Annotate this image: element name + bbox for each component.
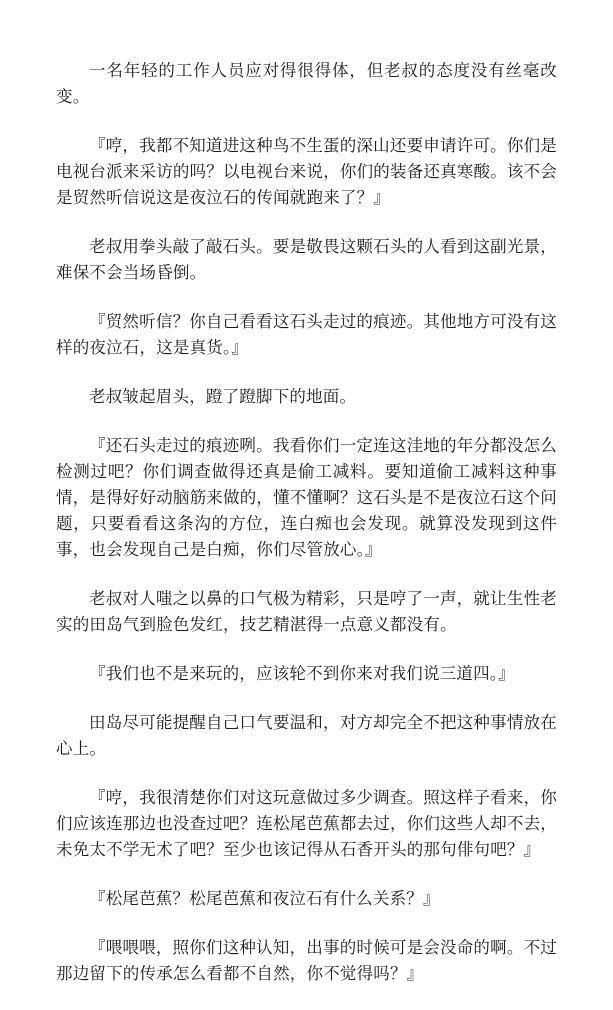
- paragraph: 田岛尽可能提醒自己口气要温和，对方却完全不把这种事情放在心上。: [56, 713, 557, 758]
- paragraph: 『松尾芭蕉？松尾芭蕉和夜泣石有什么关系？』: [89, 889, 440, 908]
- paragraph: 一名年轻的工作人员应对得很得体，但老叔的态度没有丝毫改变。: [56, 61, 557, 106]
- paragraph: 老叔对人嗤之以鼻的口气极为精彩，只是哼了一声，就让生性老实的田岛气到脸色发红，技艺精湛得一点意义都没有。: [56, 589, 557, 634]
- paragraph: 『还石头走过的痕迹咧。我看你们一定连这洼地的年分都没怎么检测过吧？你们调查做得还真是偷工减料。要知道偷工减料这种事情，是得好好动脑筋来做的，懂不懂啊？这石头是不是夜泣石这个问题，只要看看这条沟的方位，连白痴也会发现。就算没发现到这件事，也会发现自己是白痴，你们尽管放心。』: [56, 436, 557, 559]
- paragraph: 老叔皱起眉头，蹬了蹬脚下的地面。: [89, 387, 357, 406]
- paragraph: 『贸然听信？你自己看看这石头走过的痕迹。其他地方可没有这样的夜泣石，这是真货。』: [56, 312, 557, 357]
- document-body: [56, 58, 557, 1010]
- paragraph: 『喂喂喂，照你们这种认知，出事的时候可是会没命的啊。不过那边留下的传承怎么看都不自然，你不觉得吗？』: [56, 938, 557, 983]
- paragraph: 『哼，我都不知道进这种鸟不生蛋的深山还要申请许可。你们是电视台派来采访的吗？以电视台来说，你们的装备还真寒酸。该不会是贸然听信说这是夜泣石的传闻就跑来了？』: [56, 136, 557, 207]
- paragraph: 『哼，我很清楚你们对这玩意做过多少调查。照这样子看来，你们应该连那边也没查过吧？连松尾芭蕉都去过，你们这些人却不去，未免太不学无术了吧？至少也该记得从石香开头的那句俳句吧？』: [56, 788, 557, 859]
- paragraph: 老叔用拳头敲了敲石头。要是敬畏这颗石头的人看到这副光景，难保不会当场昏倒。: [56, 237, 557, 282]
- paragraph: 『我们也不是来玩的，应该轮不到你来对我们说三道四。』: [89, 664, 515, 683]
